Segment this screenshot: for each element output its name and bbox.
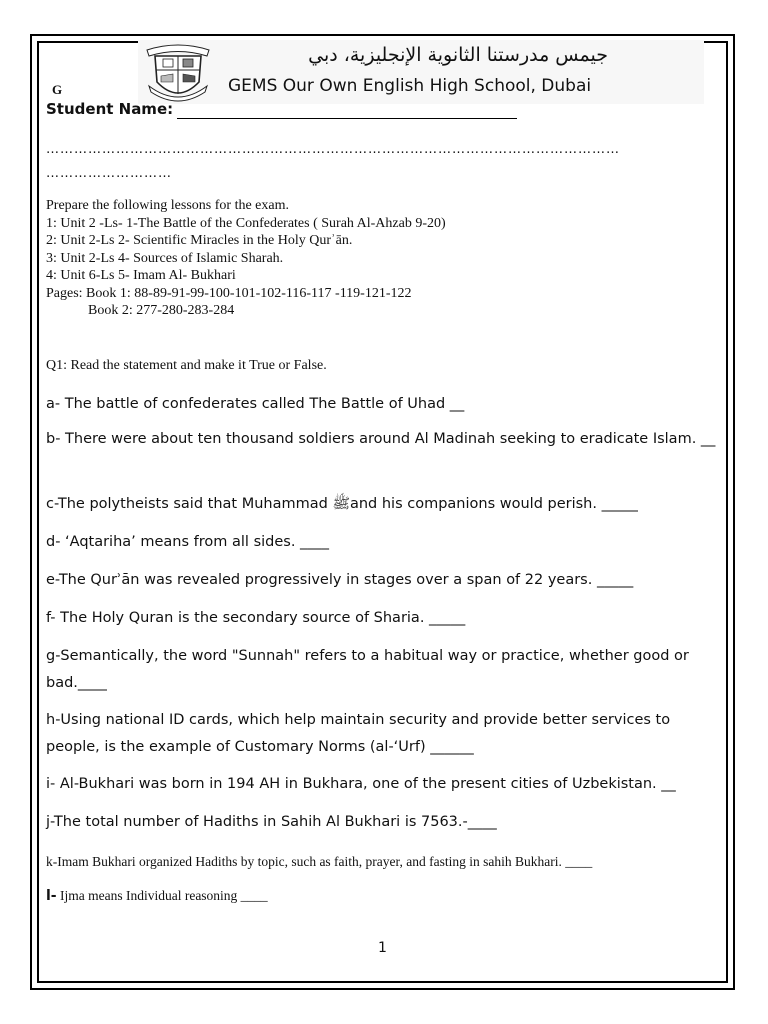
statement-l-text: Ijma means Individual reasoning ____ bbox=[56, 888, 268, 903]
lessons-block bbox=[46, 197, 446, 320]
school-name-english: GEMS Our Own English High School, Dubai bbox=[228, 76, 592, 96]
statement-l bbox=[46, 888, 268, 904]
dotted-answer-line-continuation: ……………………… bbox=[46, 166, 172, 181]
lesson-item: 4: Unit 6-Ls 5- Imam Al- Bukhari bbox=[46, 268, 236, 283]
pages-book1: Pages: Book 1: 88-89-91-99-100-101-102-116-117 -119-121-122 bbox=[46, 285, 412, 301]
statement-h: h-Using national ID cards, which help maintain security and provide better services to people, is the example of Customary Norms (al-‘Urf) ______ bbox=[46, 712, 671, 755]
statement-e: e-The Qurʾān was revealed progressively in stages over a span of 22 years. _____ bbox=[46, 572, 634, 588]
lessons-intro: Prepare the following lessons for the exam. bbox=[46, 198, 289, 213]
question-instruction: Q1: Read the statement and make it True or False. bbox=[46, 358, 327, 373]
lesson-item: 1: Unit 2 -Ls- 1-The Battle of the Confederates ( Surah Al-Ahzab 9-20) bbox=[46, 215, 446, 231]
statement-l-letter: l- bbox=[46, 888, 57, 904]
student-name-field[interactable] bbox=[177, 118, 517, 119]
student-name-label: Student Name: bbox=[46, 100, 174, 118]
school-name-arabic: جيمس مدرستنا الثانوية الإنجليزية، دبي bbox=[308, 44, 608, 66]
dotted-answer-line: …………………………………………………………………………………………………………… bbox=[46, 142, 620, 157]
lesson-item: 2: Unit 2-Ls 2- Scientific Miracles in the Holy Qurʾān. bbox=[46, 233, 353, 248]
page-number: 1 bbox=[378, 940, 387, 956]
statement-j: j-The total number of Hadiths in Sahih Al Bukhari is 7563.-____ bbox=[46, 814, 497, 830]
lesson-item: 3: Unit 2-Ls 4- Sources of Islamic Sharah. bbox=[46, 250, 284, 266]
statement-g: g-Semantically, the word "Sunnah" refers to a habitual way or practice, whether good or bad.____ bbox=[46, 648, 689, 691]
statement-i: i- Al-Bukhari was born in 194 AH in Bukhara, one of the present cities of Uzbekistan. __ bbox=[46, 776, 676, 792]
corner-letter: G bbox=[52, 82, 63, 97]
pages-book2: Book 2: 277-280-283-284 bbox=[88, 303, 235, 318]
statement-a: a- The battle of confederates called The Battle of Uhad __ bbox=[46, 396, 465, 412]
statement-k: k-Imam Bukhari organized Hadiths by topic, such as faith, prayer, and fasting in sahih Bukhari. ____ bbox=[46, 854, 593, 869]
statement-c: c-The polytheists said that Muhammad ﷺand his companions would perish. _____ bbox=[46, 496, 638, 512]
school-crest-logo bbox=[143, 42, 213, 104]
statement-f: f- The Holy Quran is the secondary source of Sharia. _____ bbox=[46, 610, 466, 626]
statement-b: b- There were about ten thousand soldiers around Al Madinah seeking to eradicate Islam. __ bbox=[46, 431, 716, 447]
statement-d: d- ‘Aqtariha’ means from all sides. ____ bbox=[46, 534, 330, 550]
